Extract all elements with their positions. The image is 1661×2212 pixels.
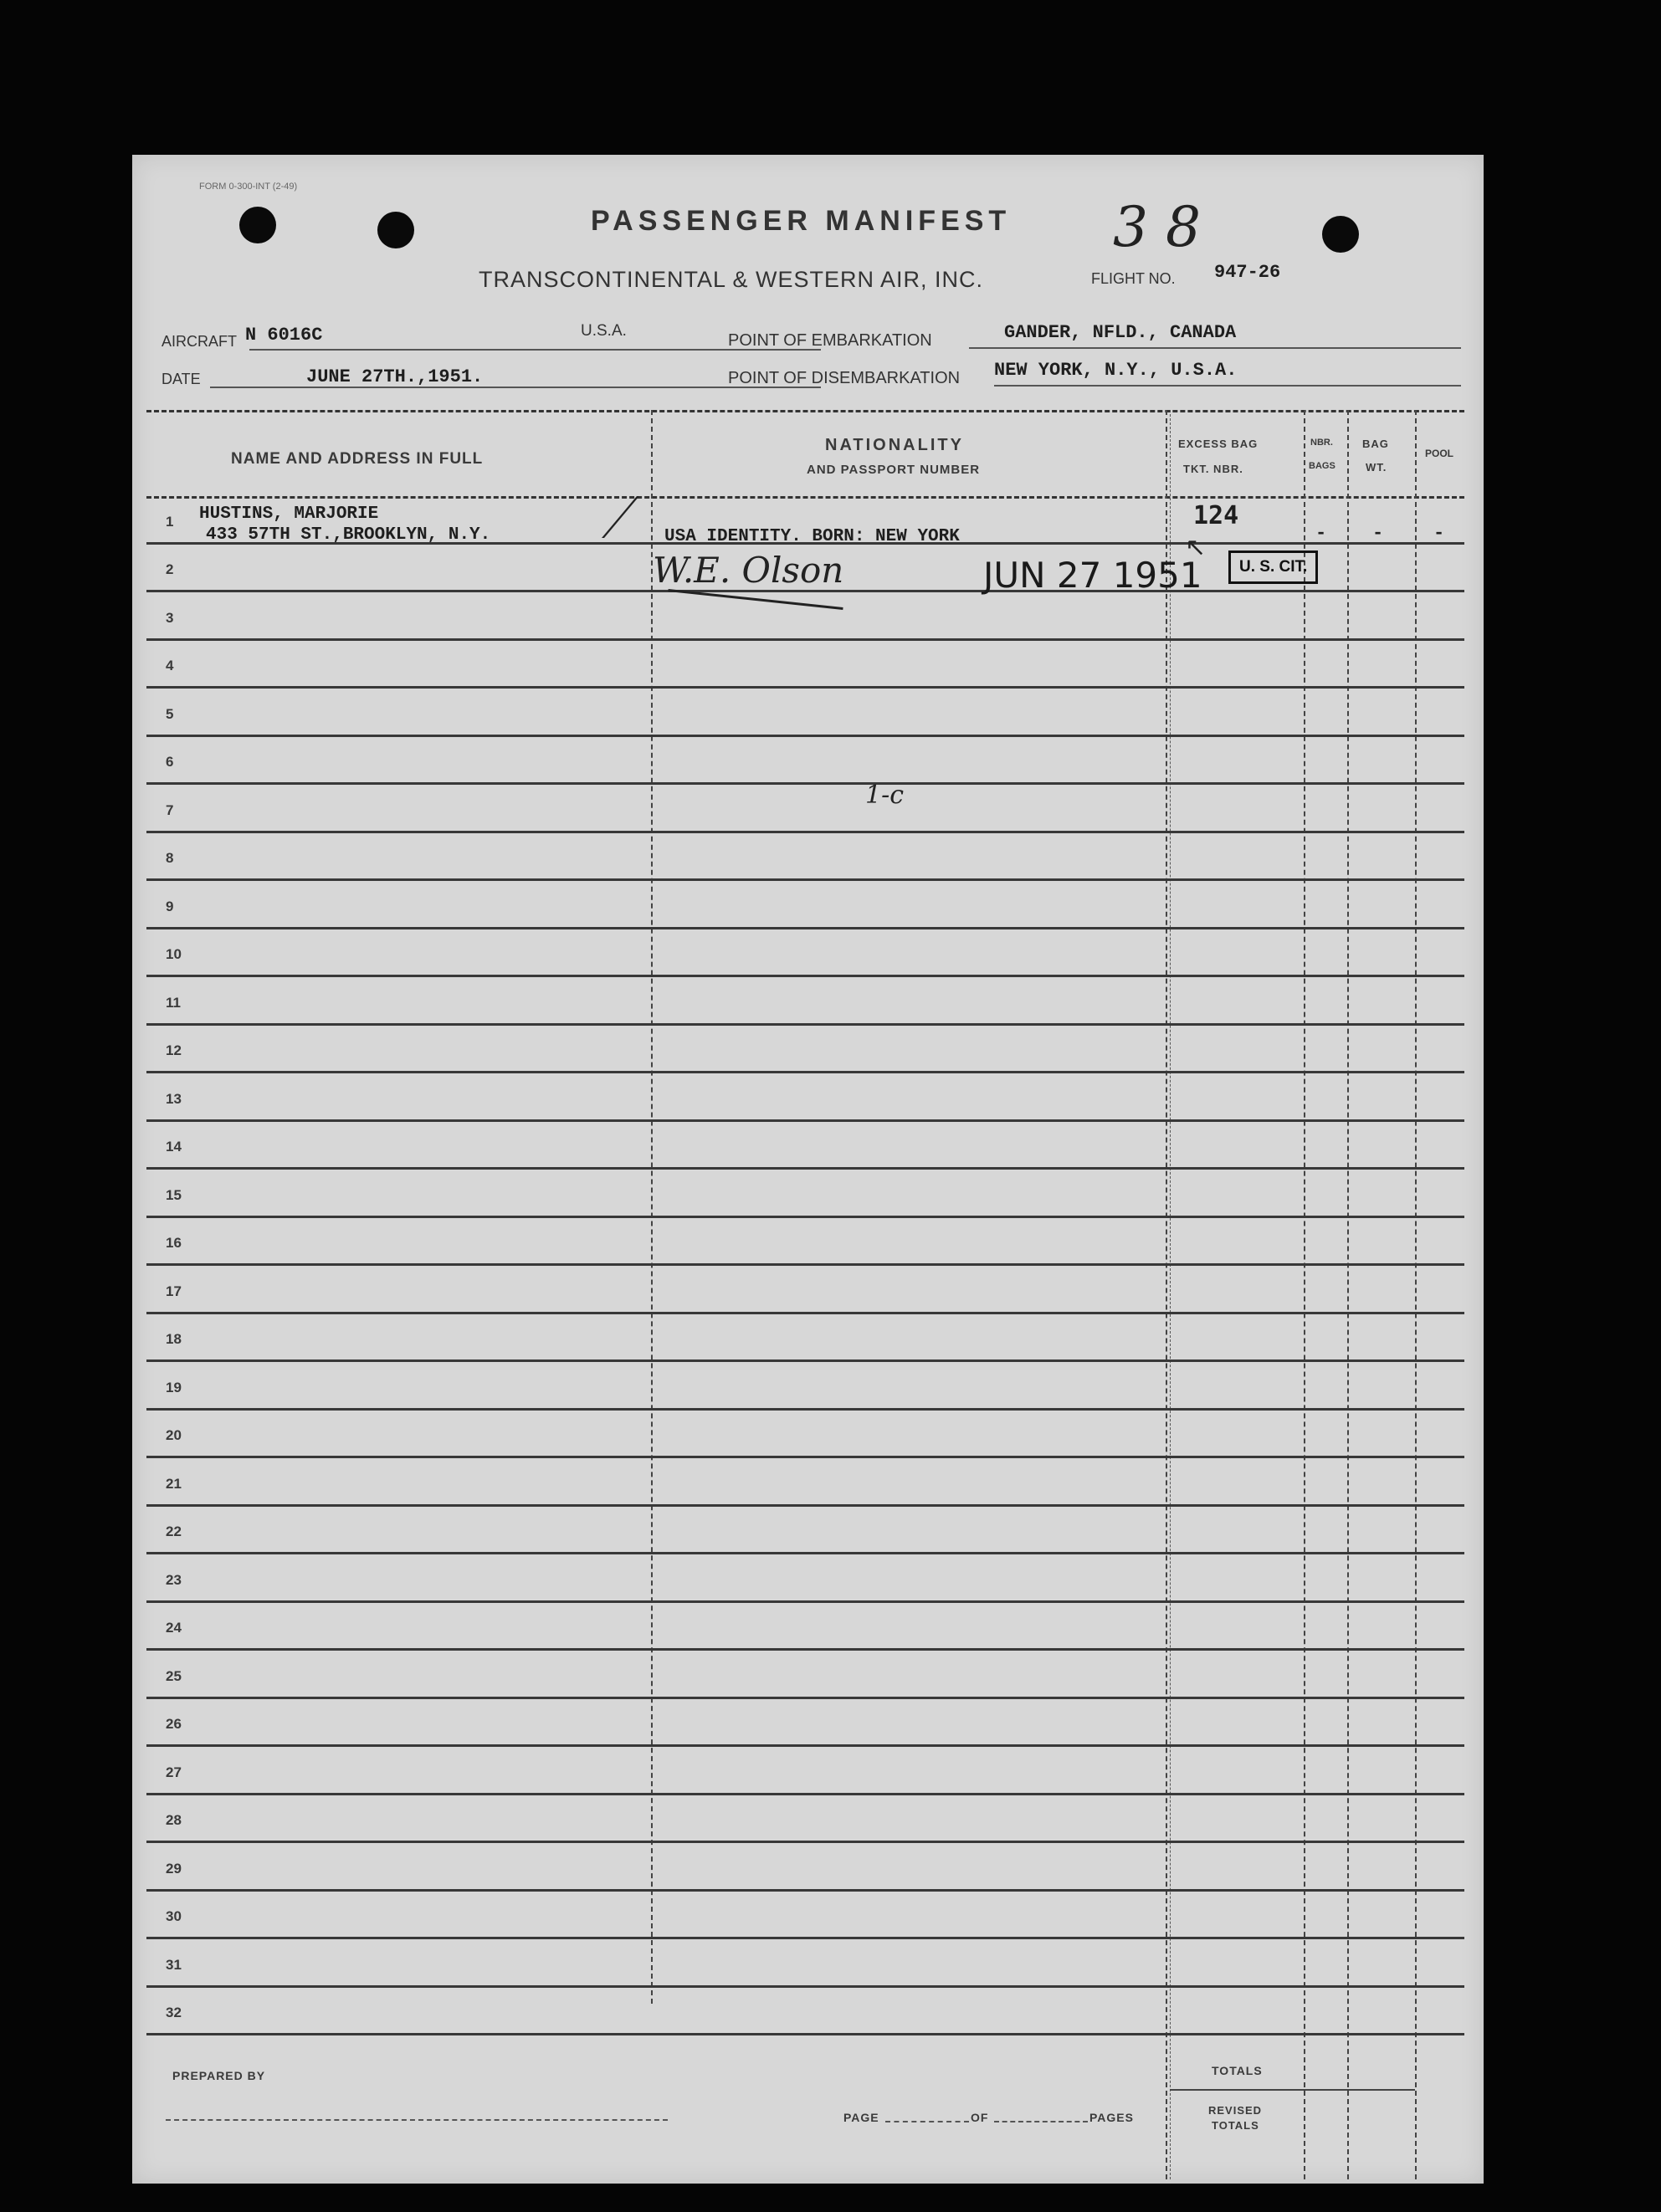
table-top-border	[146, 410, 1464, 412]
row-number: 5	[166, 705, 174, 722]
col-header-bag: BAG	[1362, 438, 1389, 450]
row-number: 20	[166, 1427, 182, 1444]
row-number: 4	[166, 658, 174, 674]
col-header-passport: AND PASSPORT NUMBER	[807, 463, 981, 477]
row-number: 8	[166, 850, 174, 867]
prepared-by-label: PREPARED BY	[172, 2069, 266, 2082]
table-row	[146, 1073, 1464, 1122]
form-number: FORM 0-300-INT (2-49)	[199, 182, 298, 192]
table-row	[146, 833, 1464, 882]
punch-hole-right	[1322, 216, 1359, 253]
excess-ticket-arrow: ↖	[1185, 534, 1207, 561]
row-number: 7	[166, 801, 174, 818]
table-row	[146, 1892, 1464, 1940]
table-row	[146, 641, 1464, 689]
excess-ticket-number: 124	[1193, 501, 1239, 530]
flight-number: 947-26	[1214, 262, 1281, 283]
aircraft-label: AIRCRAFT	[161, 333, 237, 350]
col-header-wt: WT.	[1366, 461, 1387, 474]
row-number: 21	[166, 1475, 182, 1492]
row-number: 31	[166, 1956, 182, 1973]
passenger-name: HUSTINS, MARJORIE	[199, 504, 379, 524]
row-number: 14	[166, 1139, 182, 1155]
row-number: 25	[166, 1667, 182, 1684]
manifest-sheet	[132, 155, 1484, 2184]
table-row	[146, 977, 1464, 1026]
row-number: 30	[166, 1908, 182, 1925]
row-number: 12	[166, 1042, 182, 1059]
row-number: 18	[166, 1331, 182, 1348]
table-row	[146, 1411, 1464, 1459]
pages-label: PAGES	[1089, 2111, 1134, 2124]
revised-totals-label-2: TOTALS	[1212, 2119, 1259, 2132]
row-number: 15	[166, 1186, 182, 1203]
table-row	[146, 1651, 1464, 1699]
punch-hole-center-left	[377, 212, 414, 248]
passenger-nationality: USA IDENTITY. BORN: NEW YORK	[664, 527, 960, 546]
row-number: 27	[166, 1764, 182, 1780]
row-number: 9	[166, 898, 174, 914]
row-number: 2	[166, 561, 174, 578]
table-row	[146, 1122, 1464, 1170]
col-header-nationality: NATIONALITY	[825, 436, 964, 454]
table-row	[146, 1747, 1464, 1795]
row-number: 22	[166, 1523, 182, 1540]
of-label: OF	[971, 2111, 989, 2124]
table-row	[146, 1170, 1464, 1218]
row-number: 19	[166, 1379, 182, 1395]
nbr-bags-value: -	[1315, 523, 1327, 544]
table-row	[146, 1507, 1464, 1555]
disembarkation-label: POINT OF DISEMBARKATION	[728, 369, 961, 387]
aircraft-value: N 6016C	[245, 325, 323, 346]
table-row	[146, 1843, 1464, 1892]
punch-hole-left	[239, 207, 276, 243]
row-number: 13	[166, 1090, 182, 1107]
table-row	[146, 592, 1464, 641]
col-header-name: NAME AND ADDRESS IN FULL	[231, 450, 484, 468]
row-number: 24	[166, 1620, 182, 1636]
handwritten-mark: 3 8	[1113, 195, 1201, 259]
page-title: PASSENGER MANIFEST	[591, 205, 1012, 237]
table-row	[146, 1603, 1464, 1651]
row-number: 6	[166, 754, 174, 771]
table-row	[146, 1266, 1464, 1314]
col-header-excess: EXCESS BAG	[1178, 438, 1259, 450]
revised-totals-label: REVISED	[1208, 2104, 1263, 2117]
margin-mark: 1-c	[865, 781, 905, 810]
table-row	[146, 1218, 1464, 1267]
table-row	[146, 1026, 1464, 1074]
date-value: JUNE 27TH.,1951.	[306, 366, 484, 387]
disembarkation-value: NEW YORK, N.Y., U.S.A.	[994, 360, 1238, 381]
col-header-pool: POOL	[1425, 448, 1454, 459]
embarkation-value: GANDER, NFLD., CANADA	[1004, 322, 1237, 343]
row-number: 28	[166, 1812, 182, 1829]
table-row	[146, 1362, 1464, 1411]
row-number: 1	[166, 513, 174, 530]
table-row	[146, 689, 1464, 737]
table-row	[146, 785, 1464, 833]
row-number: 16	[166, 1235, 182, 1252]
prepared-by-line	[166, 2119, 668, 2121]
col-header-ticket: TKT. NBR.	[1183, 463, 1243, 475]
table-row	[146, 1699, 1464, 1748]
passenger-address: 433 57TH ST.,BROOKLYN, N.Y.	[206, 525, 491, 545]
page-label: PAGE	[843, 2111, 879, 2124]
country-label: U.S.A.	[581, 322, 627, 340]
pool-value: -	[1433, 523, 1445, 544]
col-header-bags: BAGS	[1309, 461, 1335, 471]
table-row	[146, 737, 1464, 786]
date-stamp: JUN 27 1951	[983, 555, 1202, 596]
row-divider	[146, 2033, 1464, 2035]
table-row	[146, 1314, 1464, 1363]
officer-signature: W.E. Olson	[653, 550, 844, 591]
flight-label: FLIGHT NO.	[1091, 270, 1176, 287]
totals-label: TOTALS	[1212, 2064, 1263, 2077]
row-number: 23	[166, 1571, 182, 1588]
row-number: 17	[166, 1283, 182, 1299]
col-header-nbr: NBR.	[1310, 438, 1333, 448]
table-row	[146, 881, 1464, 929]
embarkation-label: POINT OF EMBARKATION	[728, 331, 932, 350]
row-number: 29	[166, 1860, 182, 1877]
company-name: TRANSCONTINENTAL & WESTERN AIR, INC.	[479, 267, 984, 292]
bag-wt-value: -	[1372, 523, 1384, 544]
row-number: 11	[166, 994, 181, 1011]
table-row	[146, 1939, 1464, 1988]
table-row	[146, 1458, 1464, 1507]
table-row	[146, 1554, 1464, 1603]
row-number: 26	[166, 1716, 182, 1733]
table-row	[146, 1795, 1464, 1844]
row-number: 32	[166, 2005, 182, 2021]
citizen-stamp: U. S. CIT.	[1228, 550, 1318, 584]
row-number: 10	[166, 946, 182, 963]
table-row	[146, 1988, 1464, 2036]
row-number: 3	[166, 609, 174, 626]
date-label: DATE	[161, 371, 201, 387]
table-row	[146, 929, 1464, 978]
